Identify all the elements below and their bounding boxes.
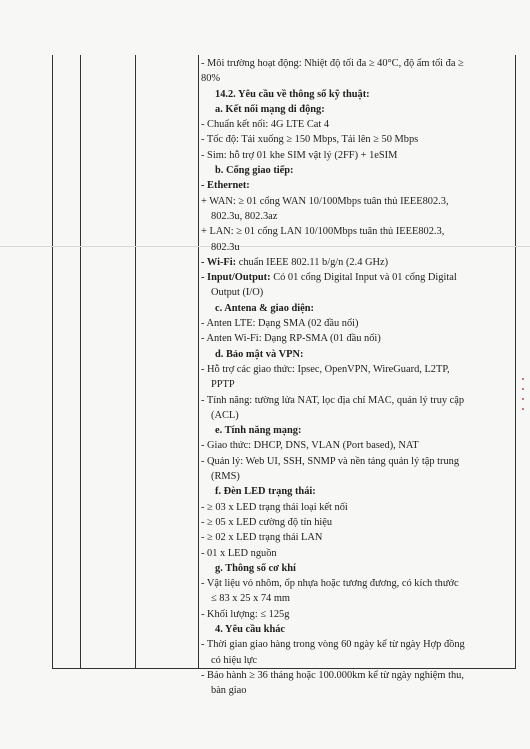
spec-line: - Sim: hỗ trợ 01 khe SIM vật lý (2FF) + 1eSIM (201, 149, 398, 161)
spec-line: - Quản lý: Web UI, SSH, SNMP và nền tảng quản lý tập trung (201, 455, 460, 467)
table-column-divider-3 (198, 55, 199, 669)
spec-line: có hiệu lực (211, 654, 258, 666)
spec-line: 80% (201, 73, 221, 85)
subsection-heading: f. Đèn LED trạng thái: (215, 486, 316, 498)
spec-line: - Khối lượng: ≤ 125g (201, 608, 290, 620)
spec-line: - Anten LTE: Dạng SMA (02 đầu nối) (201, 318, 359, 330)
spec-line: Output (I/O) (211, 287, 264, 299)
table-border-left (52, 55, 53, 669)
spec-line (201, 270, 513, 285)
spec-line: - Ethernet: (201, 180, 250, 192)
spec-line: ≤ 83 x 25 x 74 mm (211, 593, 291, 605)
spec-key: - Input/Output: (201, 272, 271, 284)
margin-speckle (520, 370, 526, 450)
spec-line: (ACL) (211, 409, 239, 421)
section-heading: 4. Yêu cầu khác (215, 623, 286, 635)
spec-key: - Wi-Fi: (201, 256, 237, 268)
spec-line: - Hỗ trợ các giao thức: Ipsec, OpenVPN, WireGuard, L2TP, (201, 363, 450, 375)
spec-line: - Môi trường hoạt động: Nhiệt độ tối đa ≥ 40°C, độ ẩm tối đa ≥ (201, 58, 464, 69)
subsection-heading: b. Cổng giao tiếp: (215, 165, 294, 177)
section-heading: 14.2. Yêu cầu về thông số kỹ thuật: (215, 88, 370, 100)
spec-line: + LAN: ≥ 01 cổng LAN 10/100Mbps tuân thủ IEEE802.3, (201, 226, 445, 238)
spec-line: PPTP (211, 379, 235, 391)
spec-line: (RMS) (211, 471, 240, 483)
spec-line: - Chuẩn kết nối: 4G LTE Cat 4 (201, 119, 330, 131)
spec-line: 802.3u, 802.3az (211, 210, 278, 222)
spec-line: bàn giao (211, 685, 247, 697)
spec-line: + WAN: ≥ 01 cổng WAN 10/100Mbps tuân thủ IEEE802.3, (201, 195, 449, 207)
spec-line (201, 255, 513, 270)
spec-line: - Anten Wi-Fi: Dạng RP-SMA (01 đầu nối) (201, 333, 381, 345)
spec-value: chuẩn IEEE 802.11 b/g/n (2.4 GHz) (236, 256, 389, 268)
subsection-heading: e. Tính năng mạng: (215, 425, 302, 437)
spec-value: Có 01 cổng Digital Input và 01 cổng Digital (270, 272, 457, 284)
table-column-divider-1 (80, 55, 81, 669)
spec-line: - ≥ 05 x LED cường độ tín hiệu (201, 516, 333, 528)
spec-line: - ≥ 03 x LED trạng thái loại kết nối (201, 501, 348, 513)
spec-line: - 01 x LED nguồn (201, 547, 277, 559)
spec-line: - Tính năng: tường lửa NAT, lọc địa chỉ MAC, quản lý truy cập (201, 394, 465, 406)
spec-cell (201, 56, 513, 698)
table-column-divider-2 (135, 55, 136, 669)
spec-line: - ≥ 02 x LED trạng thái LAN (201, 532, 323, 544)
subsection-heading: a. Kết nối mạng di động: (215, 103, 325, 115)
spec-line: 802.3u (211, 241, 240, 253)
spec-line: - Giao thức: DHCP, DNS, VLAN (Port based), NAT (201, 440, 419, 452)
subsection-heading: c. Antena & giao diện: (215, 302, 314, 314)
subsection-heading: d. Bảo mật và VPN: (215, 348, 304, 360)
spec-line: - Vật liệu vỏ nhôm, ốp nhựa hoặc tương đương, có kích thước (201, 578, 459, 590)
spec-line: - Bảo hành ≥ 36 tháng hoặc 100.000km kể từ ngày nghiệm thu, (201, 669, 464, 681)
spec-line: - Tốc độ: Tải xuống ≥ 150 Mbps, Tải lên ≥ 50 Mbps (201, 134, 419, 146)
table-border-right (515, 55, 516, 669)
subsection-heading: g. Thông số cơ khí (215, 562, 296, 574)
spec-line: - Thời gian giao hàng trong vòng 60 ngày kể từ ngày Hợp đồng (201, 639, 465, 651)
